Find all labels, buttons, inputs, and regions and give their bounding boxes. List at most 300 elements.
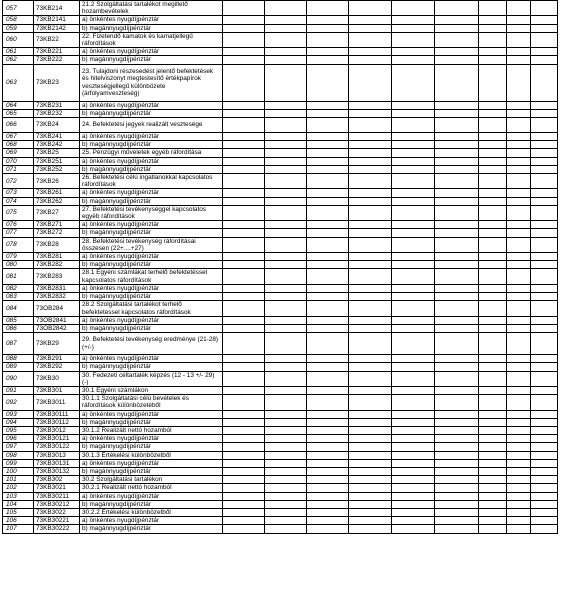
value-cell [265, 371, 307, 386]
value-cell [479, 133, 507, 141]
value-cell [349, 149, 392, 157]
table-row [3, 284, 558, 292]
value-cell [435, 386, 479, 394]
value-cell [479, 174, 507, 189]
value-cell [349, 500, 392, 508]
row-description-cell: b) magánnyugdíjpénztár [80, 467, 223, 475]
value-cell [349, 48, 392, 56]
value-cell [349, 476, 392, 484]
row-code-cell: 73KB23 [34, 64, 80, 101]
value-cell [507, 118, 531, 133]
row-description-cell: b) magánnyugdíjpénztár [80, 56, 223, 64]
value-cell [435, 525, 479, 533]
value-cell [265, 141, 307, 149]
value-cell [349, 443, 392, 451]
value-cell [349, 517, 392, 525]
value-cell [435, 355, 479, 363]
value-cell [507, 229, 531, 237]
row-number-cell: 061 [3, 48, 34, 56]
row-code-cell: 73KB24 [34, 118, 80, 133]
value-cell [531, 435, 558, 443]
value-cell [307, 205, 349, 220]
value-cell [307, 16, 349, 24]
value-cell [392, 165, 435, 173]
value-cell [265, 64, 307, 101]
table-row [3, 316, 558, 324]
value-cell [479, 157, 507, 165]
row-number-cell: 070 [3, 157, 34, 165]
value-cell [507, 517, 531, 525]
value-cell [479, 508, 507, 516]
value-cell [307, 48, 349, 56]
row-code-cell: 73KB3021 [34, 484, 80, 492]
value-cell [307, 237, 349, 252]
value-cell [349, 426, 392, 434]
value-cell [265, 418, 307, 426]
value-cell [435, 118, 479, 133]
row-description-cell: a) önkéntes nyugdíjpénztár [80, 157, 223, 165]
row-number-cell: 106 [3, 517, 34, 525]
value-cell [392, 324, 435, 332]
row-code-cell: 73KB30 [34, 371, 80, 386]
value-cell [265, 508, 307, 516]
value-cell [265, 426, 307, 434]
row-code-cell: 73KB30211 [34, 492, 80, 500]
value-cell [479, 451, 507, 459]
value-cell [265, 149, 307, 157]
value-cell [507, 451, 531, 459]
row-code-cell: 73KB30132 [34, 467, 80, 475]
value-cell [265, 269, 307, 284]
value-cell [507, 133, 531, 141]
value-cell [223, 301, 265, 316]
value-cell [531, 237, 558, 252]
value-cell [435, 48, 479, 56]
value-cell [531, 476, 558, 484]
table-row [3, 395, 558, 410]
value-cell [265, 261, 307, 269]
value-cell [307, 324, 349, 332]
value-cell [265, 500, 307, 508]
value-cell [392, 525, 435, 533]
value-cell [435, 517, 479, 525]
value-cell [531, 48, 558, 56]
value-cell [392, 197, 435, 205]
row-description-cell: 30.1.1 Szolgáltatási célú bevételek és ráfordítások különbözetéből [80, 395, 223, 410]
value-cell [392, 333, 435, 355]
value-cell [392, 363, 435, 371]
value-cell [479, 141, 507, 149]
value-cell [435, 426, 479, 434]
row-description-cell: 27. Befektetési tevékenységgel kapcsolatos egyéb ráfordítások [80, 205, 223, 220]
value-cell [507, 101, 531, 109]
row-code-cell: 73KB261 [34, 189, 80, 197]
value-cell [435, 64, 479, 101]
row-description-cell: b) magánnyugdíjpénztár [80, 24, 223, 32]
row-number-cell: 099 [3, 459, 34, 467]
value-cell [479, 56, 507, 64]
value-cell [531, 221, 558, 229]
value-cell [307, 24, 349, 32]
table-row [3, 56, 558, 64]
value-cell [507, 205, 531, 220]
value-cell [531, 1, 558, 16]
value-cell [435, 141, 479, 149]
value-cell [531, 386, 558, 394]
table-row [3, 118, 558, 133]
row-description-cell: a) önkéntes nyugdíjpénztár [80, 517, 223, 525]
value-cell [223, 355, 265, 363]
row-number-cell: 076 [3, 221, 34, 229]
row-code-cell: 73KB30111 [34, 410, 80, 418]
value-cell [392, 459, 435, 467]
value-cell [507, 1, 531, 16]
value-cell [392, 253, 435, 261]
row-number-cell: 073 [3, 189, 34, 197]
value-cell [435, 221, 479, 229]
row-description-cell: 26. Befektetési célú ingatlanokkal kapcsolatos ráfordítások [80, 174, 223, 189]
value-cell [392, 492, 435, 500]
value-cell [479, 363, 507, 371]
row-code-cell: 73KB30222 [34, 525, 80, 533]
row-code-cell: 73KB2141 [34, 16, 80, 24]
value-cell [265, 284, 307, 292]
table-row [3, 324, 558, 332]
table-row [3, 333, 558, 355]
value-cell [349, 355, 392, 363]
row-description-cell: b) magánnyugdíjpénztár [80, 443, 223, 451]
value-cell [435, 418, 479, 426]
row-description-cell: 28.1 Egyéni számlákat terhelő befektetéssel kapcsolatos ráfordítások [80, 269, 223, 284]
row-description-cell: a) önkéntes nyugdíjpénztár [80, 133, 223, 141]
value-cell [307, 101, 349, 109]
row-code-cell: 73KB30221 [34, 517, 80, 525]
value-cell [435, 56, 479, 64]
row-description-cell: 30.2.2 Értékelési különbözetből [80, 508, 223, 516]
row-number-cell: 105 [3, 508, 34, 516]
value-cell [435, 205, 479, 220]
value-cell [307, 261, 349, 269]
row-description-cell: 25. Pénzügyi műveletek egyéb ráfordítása [80, 149, 223, 157]
value-cell [531, 363, 558, 371]
value-cell [507, 189, 531, 197]
value-cell [349, 229, 392, 237]
row-description-cell: a) önkéntes nyugdíjpénztár [80, 48, 223, 56]
data-table [2, 0, 558, 534]
value-cell [479, 16, 507, 24]
value-cell [531, 229, 558, 237]
row-code-cell: 73KB241 [34, 133, 80, 141]
row-number-cell: 088 [3, 355, 34, 363]
value-cell [223, 16, 265, 24]
row-description-cell: 30.1.2 Realizált nettó hozamból [80, 426, 223, 434]
row-description-cell: b) magánnyugdíjpénztár [80, 197, 223, 205]
value-cell [307, 1, 349, 16]
value-cell [223, 48, 265, 56]
table-row [3, 157, 558, 165]
value-cell [307, 508, 349, 516]
value-cell [265, 197, 307, 205]
value-cell [349, 508, 392, 516]
value-cell [507, 467, 531, 475]
value-cell [265, 355, 307, 363]
row-description-cell: 23. Tulajdoni részesedést jelentő befektetések és hitelviszonyt megtestesítő értékpapírok veszteségjellegű különbözete (árfolyamveszteség) [80, 64, 223, 101]
value-cell [507, 197, 531, 205]
row-number-cell: 098 [3, 451, 34, 459]
value-cell [349, 56, 392, 64]
value-cell [223, 32, 265, 47]
table-row [3, 261, 558, 269]
value-cell [479, 205, 507, 220]
value-cell [479, 229, 507, 237]
value-cell [435, 371, 479, 386]
value-cell [507, 500, 531, 508]
row-code-cell: 73KB26 [34, 174, 80, 189]
value-cell [223, 293, 265, 301]
row-code-cell: 73KB302 [34, 476, 80, 484]
row-code-cell: 73KB3012 [34, 426, 80, 434]
row-code-cell: 73KB272 [34, 229, 80, 237]
value-cell [223, 165, 265, 173]
value-cell [479, 293, 507, 301]
row-description-cell: b) magánnyugdíjpénztár [80, 165, 223, 173]
row-number-cell: 063 [3, 64, 34, 101]
row-description-cell: a) önkéntes nyugdíjpénztár [80, 189, 223, 197]
row-number-cell: 092 [3, 395, 34, 410]
row-code-cell: 73KB30121 [34, 435, 80, 443]
value-cell [349, 157, 392, 165]
value-cell [435, 395, 479, 410]
row-number-cell: 080 [3, 261, 34, 269]
value-cell [392, 395, 435, 410]
row-code-cell: 73OB284 [34, 301, 80, 316]
value-cell [479, 484, 507, 492]
value-cell [392, 500, 435, 508]
row-code-cell: 73KB2831 [34, 284, 80, 292]
row-number-cell: 068 [3, 141, 34, 149]
value-cell [265, 189, 307, 197]
table-row [3, 1, 558, 16]
value-cell [479, 476, 507, 484]
table-row [3, 229, 558, 237]
value-cell [507, 157, 531, 165]
row-number-cell: 100 [3, 467, 34, 475]
value-cell [435, 443, 479, 451]
value-cell [435, 459, 479, 467]
value-cell [531, 284, 558, 292]
value-cell [223, 363, 265, 371]
value-cell [307, 316, 349, 324]
value-cell [435, 109, 479, 117]
value-cell [531, 484, 558, 492]
value-cell [392, 133, 435, 141]
value-cell [479, 333, 507, 355]
value-cell [531, 355, 558, 363]
value-cell [531, 253, 558, 261]
value-cell [392, 56, 435, 64]
value-cell [435, 16, 479, 24]
value-cell [392, 149, 435, 157]
row-description-cell: 30.2 Szolgáltatási tartalékon [80, 476, 223, 484]
value-cell [435, 476, 479, 484]
value-cell [507, 56, 531, 64]
value-cell [531, 16, 558, 24]
value-cell [349, 253, 392, 261]
value-cell [265, 324, 307, 332]
value-cell [392, 426, 435, 434]
row-code-cell: 73KB28 [34, 237, 80, 252]
value-cell [479, 48, 507, 56]
value-cell [223, 316, 265, 324]
value-cell [223, 261, 265, 269]
value-cell [307, 133, 349, 141]
row-code-cell: 73KB283 [34, 269, 80, 284]
value-cell [349, 1, 392, 16]
value-cell [307, 484, 349, 492]
row-code-cell: 73KB221 [34, 48, 80, 56]
value-cell [349, 435, 392, 443]
value-cell [307, 189, 349, 197]
table-row [3, 64, 558, 101]
value-cell [479, 395, 507, 410]
value-cell [223, 284, 265, 292]
value-cell [507, 484, 531, 492]
value-cell [392, 174, 435, 189]
row-number-cell: 069 [3, 149, 34, 157]
value-cell [531, 301, 558, 316]
value-cell [349, 64, 392, 101]
value-cell [223, 1, 265, 16]
value-cell [223, 253, 265, 261]
value-cell [392, 451, 435, 459]
row-number-cell: 067 [3, 133, 34, 141]
value-cell [507, 237, 531, 252]
value-cell [435, 467, 479, 475]
row-number-cell: 083 [3, 293, 34, 301]
value-cell [349, 363, 392, 371]
row-number-cell: 065 [3, 109, 34, 117]
value-cell [507, 253, 531, 261]
value-cell [349, 118, 392, 133]
value-cell [531, 316, 558, 324]
value-cell [392, 508, 435, 516]
row-number-cell: 077 [3, 229, 34, 237]
table-row [3, 517, 558, 525]
value-cell [392, 221, 435, 229]
value-cell [531, 205, 558, 220]
value-cell [479, 371, 507, 386]
value-cell [531, 189, 558, 197]
value-cell [507, 149, 531, 157]
value-cell [435, 261, 479, 269]
value-cell [223, 324, 265, 332]
value-cell [223, 118, 265, 133]
value-cell [435, 165, 479, 173]
table-row [3, 269, 558, 284]
value-cell [435, 316, 479, 324]
table-row [3, 237, 558, 252]
value-cell [479, 443, 507, 451]
value-cell [507, 508, 531, 516]
value-cell [392, 301, 435, 316]
table-row [3, 371, 558, 386]
value-cell [531, 101, 558, 109]
value-cell [531, 467, 558, 475]
row-code-cell: 73KB271 [34, 221, 80, 229]
value-cell [507, 443, 531, 451]
value-cell [265, 484, 307, 492]
value-cell [349, 333, 392, 355]
value-cell [479, 253, 507, 261]
value-cell [479, 500, 507, 508]
table-row [3, 386, 558, 394]
table-row [3, 293, 558, 301]
value-cell [392, 16, 435, 24]
value-cell [479, 316, 507, 324]
value-cell [392, 284, 435, 292]
row-number-cell: 093 [3, 410, 34, 418]
value-cell [531, 197, 558, 205]
table-row [3, 355, 558, 363]
value-cell [479, 149, 507, 157]
value-cell [223, 395, 265, 410]
table-row [3, 525, 558, 533]
row-code-cell: 73KB292 [34, 363, 80, 371]
value-cell [265, 451, 307, 459]
value-cell [349, 484, 392, 492]
row-code-cell: 73KB30122 [34, 443, 80, 451]
value-cell [435, 451, 479, 459]
value-cell [392, 476, 435, 484]
value-cell [349, 284, 392, 292]
value-cell [223, 410, 265, 418]
value-cell [265, 525, 307, 533]
row-description-cell: b) magánnyugdíjpénztár [80, 418, 223, 426]
value-cell [307, 64, 349, 101]
value-cell [531, 451, 558, 459]
value-cell [349, 459, 392, 467]
value-cell [435, 301, 479, 316]
value-cell [392, 1, 435, 16]
value-cell [479, 426, 507, 434]
row-description-cell: a) önkéntes nyugdíjpénztár [80, 16, 223, 24]
row-description-cell: a) önkéntes nyugdíjpénztár [80, 253, 223, 261]
value-cell [392, 410, 435, 418]
value-cell [531, 324, 558, 332]
table-row [3, 48, 558, 56]
value-cell [479, 32, 507, 47]
value-cell [392, 386, 435, 394]
row-description-cell: b) magánnyugdíjpénztár [80, 141, 223, 149]
row-code-cell: 73KB231 [34, 101, 80, 109]
value-cell [265, 32, 307, 47]
value-cell [223, 435, 265, 443]
row-description-cell: 24. Befektetési jegyek realizált vesztesége [80, 118, 223, 133]
value-cell [479, 109, 507, 117]
value-cell [507, 386, 531, 394]
value-cell [507, 64, 531, 101]
value-cell [392, 418, 435, 426]
value-cell [265, 101, 307, 109]
value-cell [307, 410, 349, 418]
table-row [3, 149, 558, 157]
value-cell [479, 525, 507, 533]
value-cell [223, 517, 265, 525]
value-cell [349, 324, 392, 332]
value-cell [265, 48, 307, 56]
row-code-cell: 73KB222 [34, 56, 80, 64]
value-cell [349, 165, 392, 173]
